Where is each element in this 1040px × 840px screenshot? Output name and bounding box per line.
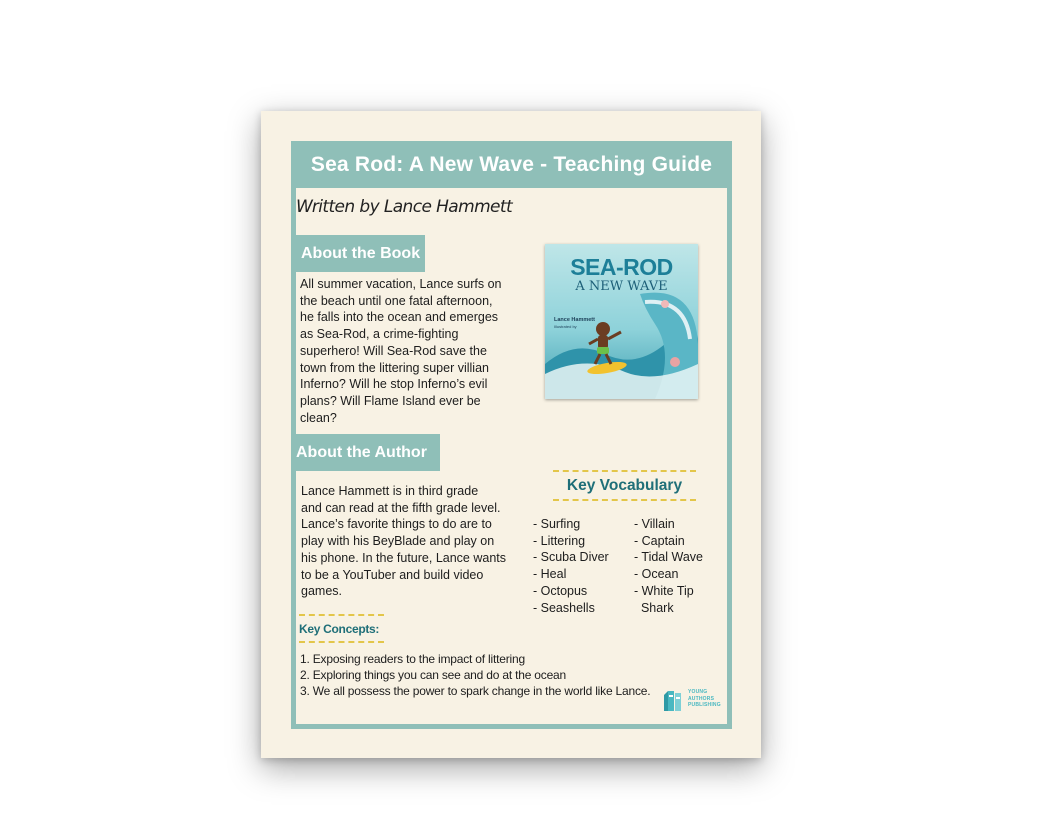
about-author-line: Lance’s favorite things to do are to — [301, 517, 492, 532]
about-author-line: games. — [301, 584, 342, 599]
cover-illustrator: Illustrated by — [554, 324, 577, 329]
about-book-line: clean? — [300, 410, 337, 425]
vocabulary-item: - Seashells — [533, 600, 595, 615]
logo-text — [688, 689, 721, 709]
vocabulary-item: - Captain — [634, 533, 685, 548]
about-author-text — [301, 483, 506, 600]
about-book-line: the beach until one fatal afternoon, — [300, 293, 493, 308]
logo-line: YOUNG — [688, 689, 708, 695]
vocabulary-item: - Villain — [634, 517, 675, 531]
about-book-text — [300, 276, 501, 426]
concept-item: 1. Exposing readers to the impact of littering — [300, 652, 525, 666]
teaching-guide-page — [261, 111, 761, 758]
about-author-line: to be a YouTuber and build video — [301, 567, 484, 582]
vocabulary-item: - Surfing — [533, 517, 581, 531]
young-authors-publishing-logo — [664, 686, 724, 714]
vocabulary-item: - Scuba Diver — [533, 550, 609, 565]
vocabulary-item: - Octopus — [533, 583, 588, 598]
vocabulary-item: - Heal — [533, 567, 567, 582]
vocabulary-item: Shark — [634, 600, 674, 615]
about-book-heading: About the Book — [296, 235, 425, 272]
concept-item: 2. Exploring things you can see and do at the ocean — [300, 668, 566, 682]
about-book-line: town from the littering super villian — [300, 360, 489, 375]
vocabulary-item: - Tidal Wave — [634, 550, 704, 565]
page-title: Sea Rod: A New Wave - Teaching Guide — [291, 141, 732, 188]
book-logo-icon — [664, 689, 686, 713]
key-concepts-list — [300, 651, 650, 699]
vocabulary-item: - Littering — [533, 533, 586, 548]
key-vocabulary-heading: Key Vocabulary — [553, 470, 696, 501]
cover-title: SEA-ROD — [570, 254, 673, 280]
vocabulary-list-right — [634, 516, 703, 616]
about-author-line: Lance Hammett is in third grade — [301, 484, 479, 498]
byline: Written by Lance Hammett — [296, 197, 513, 217]
cover-author: Lance Hammett — [554, 317, 595, 323]
logo-line: AUTHORS — [688, 695, 715, 702]
about-author-line: and can read at the fifth grade level. — [301, 500, 501, 515]
concept-item: 3. We all possess the power to spark change in the world like Lance. — [300, 684, 651, 698]
about-book-line: All summer vacation, Lance surfs on — [300, 277, 502, 291]
about-book-line: he falls into the ocean and emerges — [300, 310, 499, 325]
about-author-line: play with his BeyBlade and play on — [301, 534, 495, 549]
cover-subtitle: A NEW WAVE — [575, 279, 668, 294]
vocabulary-list-left — [533, 516, 609, 616]
logo-line: PUBLISHING — [688, 702, 721, 708]
about-book-line: plans? Will Flame Island ever be — [300, 393, 481, 408]
book-cover-image — [545, 244, 698, 399]
vocabulary-item: - Ocean — [634, 567, 679, 582]
about-book-line: superhero! Will Sea-Rod save the — [300, 343, 487, 358]
about-author-heading: About the Author — [291, 434, 440, 471]
vocabulary-item: - White Tip — [634, 583, 694, 598]
about-book-line: as Sea-Rod, a crime-fighting — [300, 327, 459, 342]
about-author-line: his phone. In the future, Lance wants — [301, 550, 506, 565]
key-concepts-heading: Key Concepts: — [299, 614, 384, 643]
about-book-line: Inferno? Will he stop Inferno’s evil — [300, 377, 488, 392]
